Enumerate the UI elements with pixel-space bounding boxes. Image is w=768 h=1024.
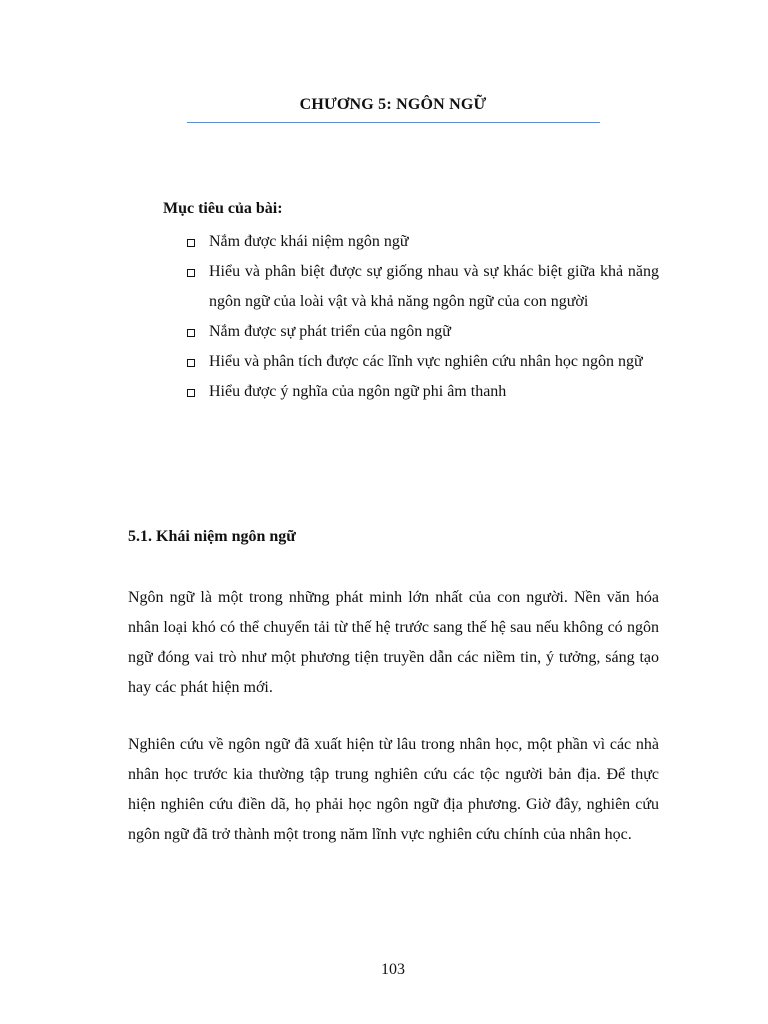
objective-item xyxy=(185,317,659,347)
objective-item xyxy=(185,257,659,317)
body-paragraph: Nghiên cứu về ngôn ngữ đã xuất hiện từ lâu trong nhân học, một phần vì các nhà nhân học trước kia thường tập trung nghiên cứu các tộc người bản địa. Để thực hiện nghiên cứu điền dã, họ phải học ngôn ngữ địa phương. Giờ đây, nghiên cứu ngôn ngữ đã trở thành một trong năm lĩnh vực nghiên cứu chính của nhân học. xyxy=(128,736,659,843)
objective-text: Nắm được khái niệm ngôn ngữ xyxy=(209,233,409,250)
objective-text: Hiểu và phân tích được các lĩnh vực nghiên cứu nhân học ngôn ngữ xyxy=(209,353,643,370)
objective-text: Hiểu được ý nghĩa của ngôn ngữ phi âm thanh xyxy=(209,383,507,400)
hollow-square-bullet-icon xyxy=(187,389,195,397)
page-number: 103 xyxy=(381,961,405,978)
hollow-square-bullet-icon xyxy=(187,329,195,337)
objective-item xyxy=(185,377,659,407)
objectives-list xyxy=(185,227,659,407)
objectives-heading: Mục tiêu của bài: xyxy=(163,200,283,217)
chapter-title: CHƯƠNG 5: NGÔN NGỮ xyxy=(299,96,487,113)
objective-item xyxy=(185,347,659,377)
hollow-square-bullet-icon xyxy=(187,239,195,247)
objective-item xyxy=(185,227,659,257)
hollow-square-bullet-icon xyxy=(187,269,195,277)
title-underline-rule xyxy=(187,122,600,123)
objective-text: Nắm được sự phát triển của ngôn ngữ xyxy=(209,323,451,340)
objective-text: Hiểu và phân biệt được sự giống nhau và sự khác biệt giữa khả năng ngôn ngữ của loài vật và khả năng ngôn ngữ của con người xyxy=(209,263,659,310)
hollow-square-bullet-icon xyxy=(187,359,195,367)
body-paragraph: Ngôn ngữ là một trong những phát minh lớn nhất của con người. Nền văn hóa nhân loại khó có thể chuyển tải từ thế hệ trước sang thế hệ sau nếu không có ngôn ngữ đóng vai trò như một phương tiện truyền dẫn các niềm tin, ý tưởng, sáng tạo hay các phát hiện mới. xyxy=(128,589,659,696)
section-heading: 5.1. Khái niệm ngôn ngữ xyxy=(128,528,296,545)
